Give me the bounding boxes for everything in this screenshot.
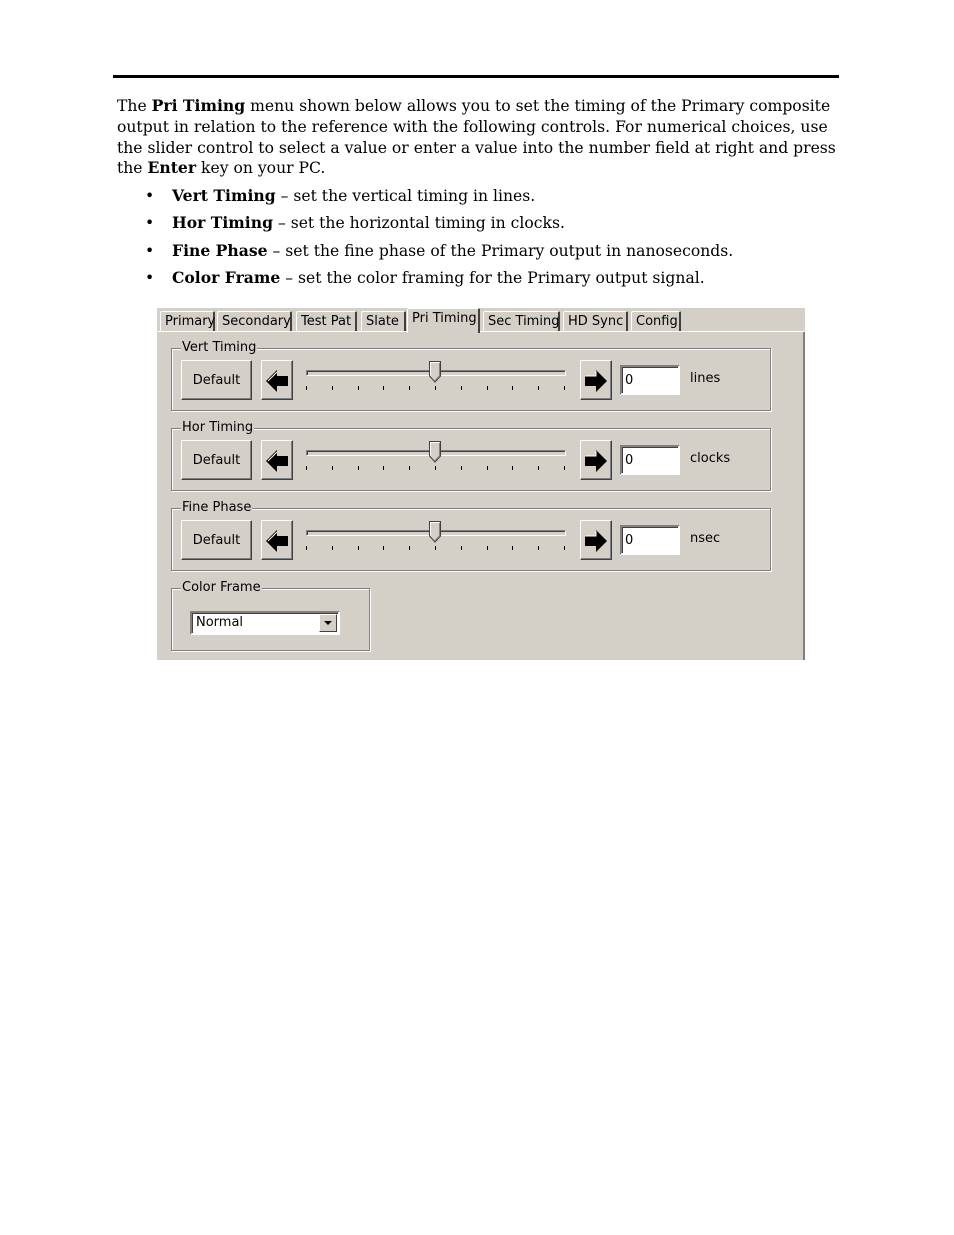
bullet-term: Fine Phase xyxy=(172,240,268,260)
list-item xyxy=(117,268,845,295)
tab-sec-timing[interactable]: Sec Timing xyxy=(483,311,560,331)
slider-tick xyxy=(512,466,513,470)
slider-tick xyxy=(358,466,359,470)
vert-increase-button[interactable] xyxy=(580,360,612,400)
hor-increase-button[interactable] xyxy=(580,440,612,480)
slider-tick xyxy=(332,546,333,550)
hor-timing-slider[interactable] xyxy=(300,443,570,483)
intro-text: The xyxy=(117,97,152,115)
vert-decrease-button[interactable] xyxy=(261,360,293,400)
slider-tick xyxy=(564,466,565,470)
color-frame-value: Normal xyxy=(196,615,244,630)
intro-enter-key: Enter xyxy=(147,158,197,178)
fine-phase-slider[interactable] xyxy=(300,523,570,563)
header-rule xyxy=(113,75,839,78)
right-arrow-icon xyxy=(584,529,608,553)
slider-tick xyxy=(487,386,488,390)
slider-tick xyxy=(383,546,384,550)
hor-decrease-button[interactable] xyxy=(261,440,293,480)
tab-primary[interactable]: Primary xyxy=(160,311,215,331)
document-body xyxy=(117,96,845,295)
slider-tick xyxy=(487,546,488,550)
slider-tick xyxy=(358,546,359,550)
hor-unit-label: clocks xyxy=(690,451,731,466)
slider-tick xyxy=(435,546,436,550)
slider-tick xyxy=(332,386,333,390)
color-frame-title: Color Frame xyxy=(182,580,261,595)
right-arrow-icon xyxy=(584,369,608,393)
slider-tick xyxy=(409,466,410,470)
tab-slate[interactable]: Slate xyxy=(361,311,406,331)
fine-increase-button[interactable] xyxy=(580,520,612,560)
vert-timing-title: Vert Timing xyxy=(182,340,257,355)
slider-tick xyxy=(306,546,307,550)
fine-phase-input[interactable] xyxy=(620,525,680,555)
list-item xyxy=(117,186,845,213)
tab-config[interactable]: Config xyxy=(631,311,681,331)
fine-unit-label: nsec xyxy=(690,531,721,546)
tab-divider xyxy=(157,331,805,332)
slider-tick xyxy=(306,386,307,390)
hor-timing-title: Hor Timing xyxy=(182,420,254,435)
slider-tick xyxy=(383,466,384,470)
tab-pri-timing[interactable]: Pri Timing xyxy=(407,308,480,333)
intro-text: menu shown below allows you to set the timing of the Primary composite output in relation to the reference with the following controls. For numerical choices, use the slider control to select a value or enter a value into the number field at right and press the xyxy=(117,97,836,178)
slider-tick xyxy=(409,546,410,550)
slider-tick xyxy=(487,466,488,470)
slider-tick xyxy=(538,546,539,550)
slider-tick xyxy=(383,386,384,390)
left-arrow-icon xyxy=(265,529,289,553)
fine-phase-group xyxy=(171,500,771,571)
right-arrow-icon xyxy=(584,449,608,473)
slider-tick xyxy=(461,466,462,470)
hor-default-button[interactable]: Default xyxy=(181,440,252,480)
vert-timing-slider[interactable] xyxy=(300,363,570,403)
intro-paragraph xyxy=(117,96,845,179)
intro-text: key on your PC. xyxy=(196,159,326,178)
bullet-text: – set the fine phase of the Primary output in nanoseconds. xyxy=(267,241,734,260)
fine-phase-title: Fine Phase xyxy=(182,500,252,515)
slider-tick xyxy=(332,466,333,470)
bullet-icon: • xyxy=(145,269,155,288)
slider-tick xyxy=(512,546,513,550)
slider-thumb[interactable] xyxy=(429,441,441,463)
bullet-text: – set the horizontal timing in clocks. xyxy=(272,214,565,233)
slider-tick xyxy=(306,466,307,470)
slider-tick xyxy=(538,386,539,390)
bullet-term: Hor Timing xyxy=(172,213,273,233)
dropdown-button[interactable] xyxy=(319,614,337,632)
vert-default-button[interactable]: Default xyxy=(181,360,252,400)
slider-tick xyxy=(564,386,565,390)
vert-timing-input[interactable] xyxy=(620,365,680,395)
slider-tick xyxy=(461,546,462,550)
fine-decrease-button[interactable] xyxy=(261,520,293,560)
bullet-term: Vert Timing xyxy=(172,186,276,206)
bullet-icon: • xyxy=(145,241,155,260)
tab-bar xyxy=(157,308,805,332)
slider-tick xyxy=(435,466,436,470)
slider-tick xyxy=(538,466,539,470)
vert-timing-group xyxy=(171,340,771,411)
left-arrow-icon xyxy=(265,369,289,393)
slider-tick xyxy=(435,386,436,390)
list-item xyxy=(117,213,845,240)
intro-menu-name: Pri Timing xyxy=(151,96,246,115)
controls-list xyxy=(117,186,845,295)
slider-tick xyxy=(512,386,513,390)
panel-border xyxy=(803,332,805,660)
color-frame-select[interactable] xyxy=(190,611,340,635)
pri-timing-window xyxy=(157,308,805,660)
vert-unit-label: lines xyxy=(690,371,721,386)
slider-tick xyxy=(564,546,565,550)
bullet-text: – set the color framing for the Primary output signal. xyxy=(280,269,705,288)
slider-thumb[interactable] xyxy=(429,521,441,543)
slider-thumb[interactable] xyxy=(429,361,441,383)
left-arrow-icon xyxy=(265,449,289,473)
hor-timing-group xyxy=(171,420,771,491)
bullet-icon: • xyxy=(145,187,155,206)
tab-secondary[interactable]: Secondary xyxy=(217,311,292,331)
bullet-term: Color Frame xyxy=(172,268,281,288)
tab-hd-sync[interactable]: HD Sync xyxy=(563,311,628,331)
chevron-down-icon xyxy=(324,621,332,626)
slider-tick xyxy=(409,386,410,390)
fine-default-button[interactable]: Default xyxy=(181,520,252,560)
bullet-text: – set the vertical timing in lines. xyxy=(275,187,536,206)
list-item xyxy=(117,241,845,268)
tab-test-pat[interactable]: Test Pat xyxy=(296,311,357,331)
slider-tick xyxy=(461,386,462,390)
slider-tick xyxy=(358,386,359,390)
bullet-icon: • xyxy=(145,214,155,233)
hor-timing-input[interactable] xyxy=(620,445,680,475)
